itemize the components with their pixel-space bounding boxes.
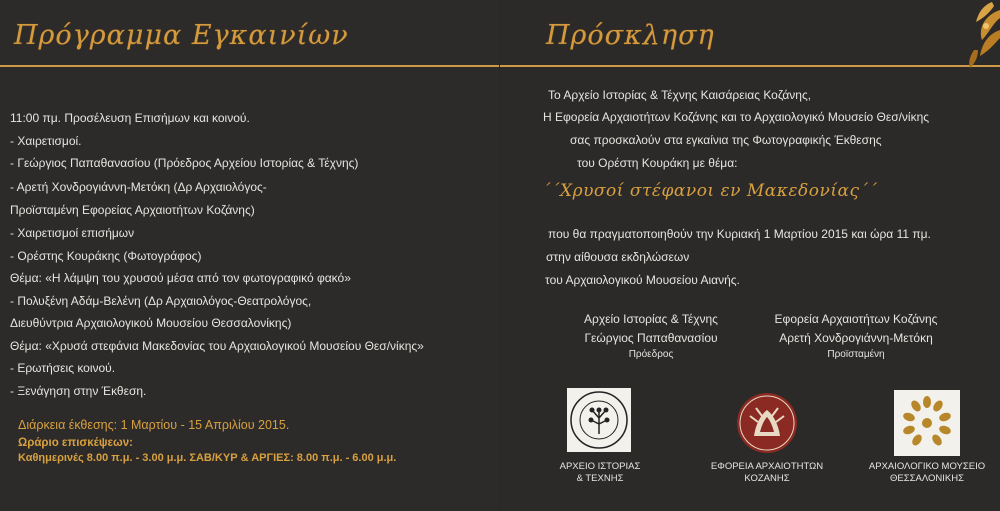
invitation-line: του Αρχαιολογικού Μουσείου Αιανής. — [545, 273, 740, 287]
program-line: - Γεώργιος Παπαθανασίου (Πρόεδρος Αρχείου Ιστορίας & Τέχνης) — [10, 156, 359, 170]
signature-name: Αρετή Χονδρογιάννη-Μετόκη — [779, 331, 933, 345]
program-line: - Ερωτήσεις κοινού. — [10, 361, 116, 375]
invitation-line: Το Αρχείο Ιστορίας & Τέχνης Καισάρειας Κοζάνης, — [548, 88, 812, 102]
gold-wreath-icon — [930, 0, 1000, 70]
signature-org: Εφορεία Αρχαιοτήτων Κοζάνης — [774, 312, 938, 326]
heading-divider — [500, 65, 1000, 67]
visiting-hours-value: Καθημερινές 8.00 π.μ. - 3.00 μ.μ. ΣΑΒ/ΚΥΡ & ΑΡΓΙΕΣ: 8.00 π.μ. - 6.00 μ.μ. — [18, 452, 397, 464]
program-line: 11:00 πμ. Προσέλευση Επισήμων και κοινού. — [10, 111, 250, 125]
exhibition-duration: Διάρκεια έκθεσης: 1 Μαρτίου - 15 Απριλίου 2015. — [18, 418, 290, 432]
invitation-heading: Πρόσκληση — [546, 20, 715, 51]
logo-caption-line: & ΤΕΧΝΗΣ — [576, 473, 624, 484]
heading-divider — [0, 65, 500, 67]
exhibition-title: ΄΄Χρυσοί στέφανοι εν Μακεδονίας΄΄ — [542, 181, 878, 201]
invitation-line: του Ορέστη Κουράκη με θέμα: — [577, 156, 738, 170]
logo-caption-line: ΑΡΧΑΙΟΛΟΓΙΚΟ ΜΟΥΣΕΙΟ — [868, 461, 986, 472]
museum-logo — [894, 390, 960, 456]
program-line: - Χαιρετισμοί. — [10, 134, 82, 148]
archive-logo — [567, 388, 631, 452]
ephorate-emblem-icon — [736, 392, 798, 454]
signature-name: Γεώργιος Παπαθανασίου — [584, 331, 718, 345]
logo-caption-line: ΚΟΖΑΝΗΣ — [744, 473, 790, 484]
ephorate-logo-caption — [697, 461, 837, 485]
program-line: - Πολυξένη Αδάμ-Βελένη (Δρ Αρχαιολόγος-Θεατρολόγος, — [10, 294, 312, 308]
invitation-panel — [500, 0, 1000, 511]
invitation-line: σας προσκαλούν στα εγκαίνια της Φωτογραφικής Έκθεσης — [570, 133, 882, 147]
logo-caption-line: ΑΡΧΕΙΟ ΙΣΤΟΡΙΑΣ — [559, 461, 641, 472]
signature-role: Προϊσταμένη — [827, 349, 885, 360]
program-line: Διευθύντρια Αρχαιολογικού Μουσείου Θεσσαλονίκης) — [10, 316, 292, 330]
signature-block-archive — [556, 312, 746, 360]
logo-caption-line: ΕΦΟΡΕΙΑ ΑΡΧΑΙΟΤΗΤΩΝ — [710, 461, 824, 472]
visiting-hours-label: Ωράριο επισκέψεων: — [18, 437, 133, 449]
archive-seal-icon — [567, 388, 631, 452]
program-line: Θέμα: «Χρυσά στεφάνια Μακεδονίας του Αρχαιολογικού Μουσείου Θεσ/νίκης» — [10, 339, 424, 353]
program-line: Θέμα: «Η λάμψη του χρυσού μέσα από τον φωτογραφικό φακό» — [10, 271, 351, 285]
invitation-line: Η Εφορεία Αρχαιοτήτων Κοζάνης και το Αρχαιολογικό Μουσείο Θεσ/νίκης — [543, 110, 930, 124]
logo-caption-line: ΘΕΣΣΑΛΟΝΙΚΗΣ — [890, 473, 964, 484]
ephorate-logo — [736, 392, 798, 454]
museum-logo-caption — [857, 461, 997, 485]
archive-logo-caption — [530, 461, 670, 485]
signature-block-ephorate — [756, 312, 956, 360]
program-line: - Αρετή Χονδρογιάννη-Μετόκη (Δρ Αρχαιολόγος- — [10, 180, 267, 194]
museum-wreath-icon — [894, 390, 960, 456]
signature-role: Πρόεδρος — [628, 349, 674, 360]
program-line: - Χαιρετισμοί επισήμων — [10, 226, 135, 240]
program-line: - Ξενάγηση στην Έκθεση. — [10, 384, 147, 398]
program-line: - Ορέστης Κουράκης (Φωτογράφος) — [10, 249, 202, 263]
program-heading: Πρόγραμμα Εγκαινίων — [14, 20, 349, 51]
invitation-line: που θα πραγματοποιηθούν την Κυριακή 1 Μαρτίου 2015 και ώρα 11 πμ. — [548, 227, 931, 241]
program-line: Προϊσταμένη Εφορείας Αρχαιοτήτων Κοζάνης) — [10, 203, 255, 217]
invitation-line: στην αίθουσα εκδηλώσεων — [546, 250, 690, 264]
signature-org: Αρχείο Ιστορίας & Τέχνης — [584, 312, 718, 326]
